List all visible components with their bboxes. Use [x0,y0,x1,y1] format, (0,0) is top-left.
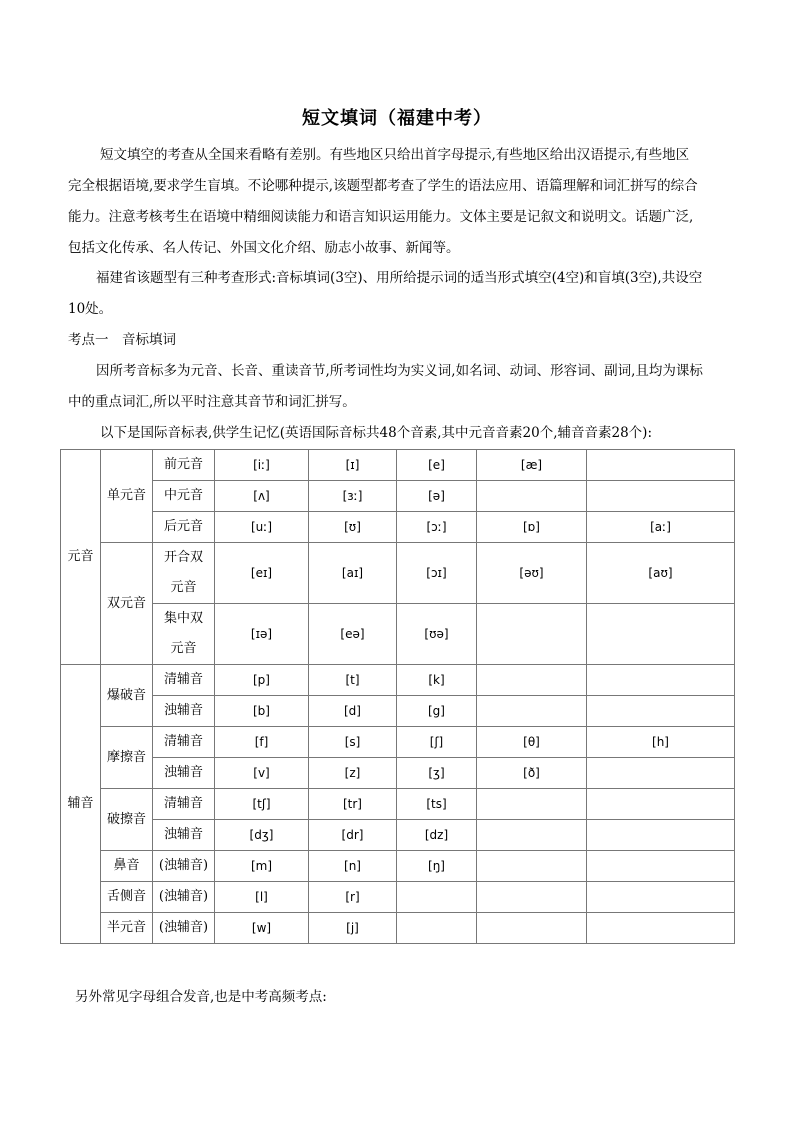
intro-paragraph [68,140,724,264]
ipa-cell: [ɔː] [397,512,477,543]
fujian-line: 10处。 [68,301,113,317]
vowel-label: 元音 [61,450,101,665]
table-row [61,481,735,512]
ipa-cell [477,604,587,665]
ipa-cell [397,882,477,913]
ipa-cell: [eə] [309,604,397,665]
affricate-label: 破擦音 [101,789,153,851]
row-label: 中元音 [153,481,215,512]
ipa-cell [587,913,735,944]
ipa-cell: [ʊ] [309,512,397,543]
ipa-cell: [æ] [477,450,587,481]
ipa-cell: [ʃ] [397,727,477,758]
table-row [61,851,735,882]
row-label-line: 元音 [170,641,197,656]
row-label: 浊辅音 [153,758,215,789]
ipa-cell [587,604,735,665]
ipa-cell [587,696,735,727]
row-label: 清辅音 [153,727,215,758]
ipa-cell: [j] [309,913,397,944]
ipa-cell: [g] [397,696,477,727]
ipa-cell: [w] [215,913,309,944]
ipa-cell: [dʒ] [215,820,309,851]
nasal-label: 鼻音 [101,851,153,882]
ipa-cell [587,820,735,851]
row-label-line: 集中双 [163,611,203,626]
ipa-cell: [aː] [587,512,735,543]
ipa-cell: [l] [215,882,309,913]
row-label: (浊辅音) [153,913,215,944]
ipa-cell: [ð] [477,758,587,789]
ipa-cell [477,696,587,727]
ipa-cell [587,665,735,696]
table-row [61,913,735,944]
ipa-cell: [ts] [397,789,477,820]
fujian-line: 福建省该题型有三种考查形式:音标填词(3空)、用所给提示词的适当形式填空(4空)和盲填(3空),共设空 [96,270,703,286]
ipa-cell: [ɜː] [309,481,397,512]
ipa-cell: [aʊ] [587,543,735,604]
row-label: 清辅音 [153,789,215,820]
section-heading-text: 考点一 音标填词 [68,332,176,348]
ipa-cell: [iː] [215,450,309,481]
ipa-cell [587,789,735,820]
di-label: 双元音 [101,543,153,665]
ipa-cell: [r] [309,882,397,913]
ipa-cell: [ʌ] [215,481,309,512]
ipa-cell: [ɔɪ] [397,543,477,604]
table-row [61,758,735,789]
row-label-line: 元音 [170,580,197,595]
ipa-cell [477,882,587,913]
ipa-cell: [f] [215,727,309,758]
row-label: 浊辅音 [153,820,215,851]
section-heading [68,325,724,356]
ipa-cell: [ɪə] [215,604,309,665]
ipa-cell: [ʊə] [397,604,477,665]
ipa-cell: [h] [587,727,735,758]
semivowel-label: 半元音 [101,913,153,944]
row-label-line: 开合双 [163,550,203,565]
row-label: (浊辅音) [153,882,215,913]
ipa-cell: [m] [215,851,309,882]
ipa-cell: [əʊ] [477,543,587,604]
mono-label: 单元音 [101,450,153,543]
table-row [61,727,735,758]
ipa-cell: [dz] [397,820,477,851]
table-row [61,882,735,913]
intro-line: 短文填空的考查从全国来看略有差别。有些地区只给出首字母提示,有些地区给出汉语提示,有些地区 [100,147,690,163]
ipa-cell: [k] [397,665,477,696]
ipa-cell: [aɪ] [309,543,397,604]
ipa-cell [587,882,735,913]
ipa-cell: [ɪ] [309,450,397,481]
fujian-paragraph [68,263,724,325]
ipa-cell: [eɪ] [215,543,309,604]
ipa-cell: [n] [309,851,397,882]
table-row [61,789,735,820]
footer-note: 另外常见字母组合发音,也是中考高频考点: [75,989,327,1005]
section-description [68,356,724,418]
section-desc-line: 因所考音标多为元音、长音、重读音节,所考词性均为实义词,如名词、动词、形容词、副词,且均为课标 [96,363,703,379]
row-label: (浊辅音) [153,851,215,882]
ipa-cell [477,820,587,851]
ipa-cell: [t] [309,665,397,696]
row-label: 清辅音 [153,665,215,696]
section-desc-line: 中的重点词汇,所以平时注意其音节和词汇拼写。 [68,394,356,410]
row-label [153,604,215,665]
ipa-cell: [b] [215,696,309,727]
ipa-cell [477,481,587,512]
ipa-cell: [θ] [477,727,587,758]
ipa-cell [477,913,587,944]
table-intro [68,418,724,449]
ipa-cell [587,851,735,882]
intro-line: 包括文化传承、名人传记、外国文化介绍、励志小故事、新闻等。 [68,240,460,256]
ipa-cell [587,481,735,512]
ipa-cell: [d] [309,696,397,727]
ipa-cell: [ŋ] [397,851,477,882]
ipa-cell: [dr] [309,820,397,851]
ipa-cell: [ə] [397,481,477,512]
ipa-cell [477,665,587,696]
table-row [61,820,735,851]
ipa-cell: [ɒ] [477,512,587,543]
ipa-cell [477,851,587,882]
table-row [61,450,735,481]
table-row [61,512,735,543]
ipa-cell: [p] [215,665,309,696]
table-row [61,696,735,727]
ipa-cell [477,789,587,820]
intro-line: 完全根据语境,要求学生盲填。不论哪种提示,该题型都考查了学生的语法应用、语篇理解和词汇拼写的综合 [68,178,698,194]
ipa-cell: [v] [215,758,309,789]
table-intro-text: 以下是国际音标表,供学生记忆(英语国际音标共48个音素,其中元音音素20个,辅音音素28个): [100,425,652,441]
plosive-label: 爆破音 [101,665,153,727]
ipa-cell: [ʒ] [397,758,477,789]
lateral-label: 舌侧音 [101,882,153,913]
row-label: 浊辅音 [153,696,215,727]
ipa-cell [587,758,735,789]
row-label [153,543,215,604]
phonetic-table [60,449,735,944]
ipa-cell: [tʃ] [215,789,309,820]
ipa-cell: [s] [309,727,397,758]
ipa-cell: [e] [397,450,477,481]
consonant-label: 辅音 [61,665,101,944]
ipa-cell: [z] [309,758,397,789]
row-label: 前元音 [153,450,215,481]
page-title: 短文填词（福建中考） [302,108,492,129]
ipa-cell [587,450,735,481]
fricative-label: 摩擦音 [101,727,153,789]
ipa-cell: [tr] [309,789,397,820]
row-label: 后元音 [153,512,215,543]
table-row [61,665,735,696]
ipa-cell: [uː] [215,512,309,543]
intro-line: 能力。注意考核考生在语境中精细阅读能力和语言知识运用能力。文体主要是记叙文和说明文。话题广泛, [68,209,694,225]
ipa-cell [397,913,477,944]
